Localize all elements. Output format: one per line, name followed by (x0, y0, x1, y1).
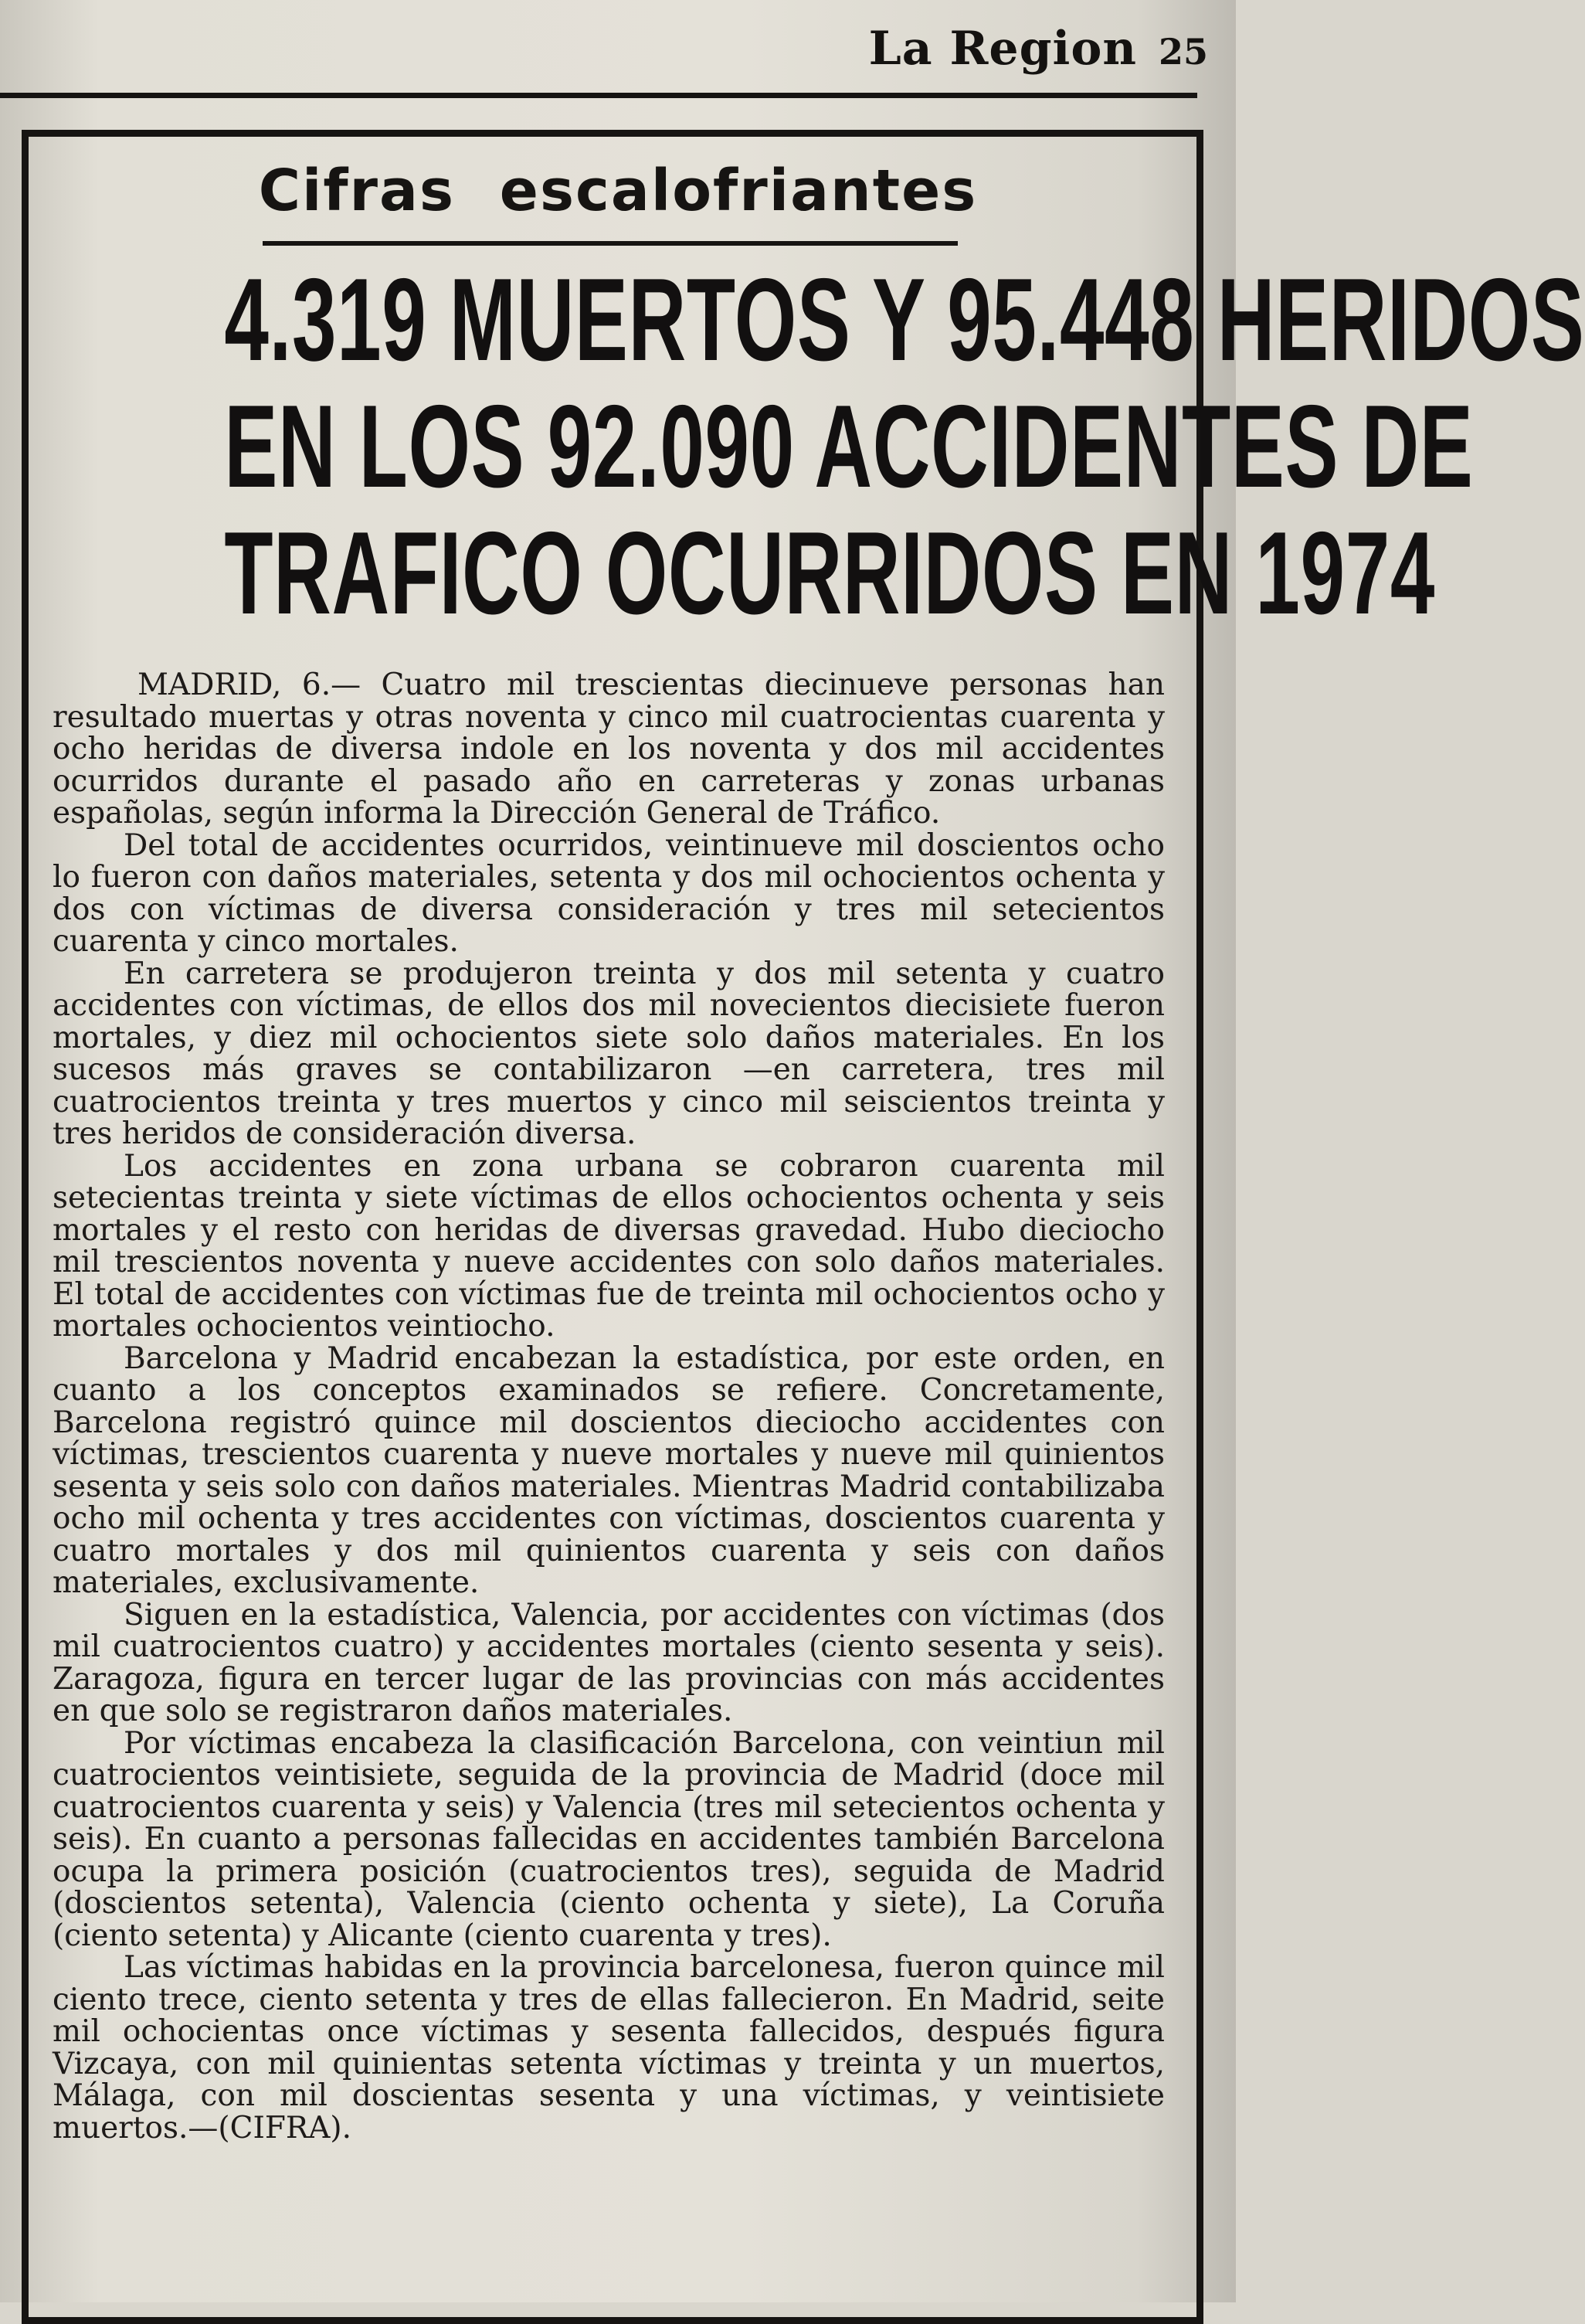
article-paragraph: En carretera se produjeron treinta y dos mil setenta y cuatro accidentes con víctimas, de ellos dos mil novecientos diecisiete fueron mortales, y diez mil ochocientos siete solo daños materiales. En los sucesos más graves se contabilizaron —en carretera, tres mil cuatrocientos treinta y tres muertos y cinco mil seiscientos treinta y tres heridos de consideración diversa. (53, 956, 1165, 1151)
headline-line: TRAFICO OCURRIDOS EN 1974 (224, 508, 1436, 639)
article-paragraph: Del total de accidentes ocurridos, veintinueve mil doscientos ocho lo fueron con daños materiales, setenta y dos mil ochocientos ochenta y dos con víctimas de diversa consideración y tres mil setecientos cuarenta y cinco mortales. (53, 827, 1165, 959)
headline-line: EN LOS 92.090 ACCIDENTES DE (224, 381, 1474, 512)
header-rule (0, 93, 1197, 98)
article-body (53, 669, 1165, 2144)
article-paragraph: MADRID, 6.— Cuatro mil trescientas diecinueve personas han resultado muertas y otras noventa y cinco mil cuatrocientas cuarenta y ocho heridas de diversa indole en los noventa y dos mil accidentes ocurridos durante el pasado año en carreteras y zonas urbanas españolas, según informa la Dirección General de Tráfico. (53, 668, 1165, 831)
kicker-underline (263, 241, 958, 246)
article-paragraph: Siguen en la estadística, Valencia, por accidentes con víctimas (dos mil cuatrocientos cuatro) y accidentes mortales (ciento sesenta y seis). Zaragoza, figura en tercer lugar de las provincias con más accidentes en que solo se registraron daños materiales. (53, 1597, 1165, 1728)
headline-line: 4.319 MUERTOS Y 95.448 HERIDOS (224, 254, 1585, 386)
article-kicker: Cifras escalofriantes (258, 158, 978, 224)
article-headline (46, 254, 1585, 639)
page-number: 25 (1158, 31, 1208, 73)
masthead (869, 22, 1208, 76)
article-paragraph: Barcelona y Madrid encabezan la estadística, por este orden, en cuanto a los conceptos examinados se refiere. Concretamente, Barcelona registró quince mil doscientos dieciocho accidentes con víctimas, trescientos cuarenta y nueve mortales y nueve mil quinientos sesenta y seis solo con daños materiales. Mientras Madrid contabilizaba ocho mil ochenta y tres accidentes con víctimas, doscientos cuarenta y cuatro mortales y dos mil quinientos cuarenta y seis con daños materiales, exclusivamente. (53, 1340, 1165, 1600)
article-paragraph: Los accidentes en zona urbana se cobraron cuarenta mil setecientas treinta y siete víctimas de ellos ochocientos ochenta y seis mortales y el resto con heridas de diversas gravedad. Hubo dieciocho mil trescientos noventa y nueve accidentes con solo daños materiales. El total de accidentes con víctimas fue de treinta mil ochocientos ocho y mortales ochocientos veintiocho. (53, 1148, 1165, 1344)
newspaper-name: La Region (868, 22, 1137, 76)
article-paragraph: Por víctimas encabeza la clasificación Barcelona, con veintiun mil cuatrocientos veintisiete, seguida de la provincia de Madrid (doce mil cuatrocientos cuarenta y seis) y Valencia (tres mil setecientos ochenta y seis). En cuanto a personas fallecidas en accidentes también Barcelona ocupa la primera posición (cuatrocientos tres), seguida de Madrid (doscientos setenta), Valencia (ciento ochenta y siete), La Coruña (ciento setenta) y Alicante (ciento cuarenta y tres). (53, 1725, 1165, 1953)
article-paragraph: Las víctimas habidas en la provincia barcelonesa, fueron quince mil ciento trece, ciento setenta y tres de ellas fallecieron. En Madrid, seite mil ochocientas once víctimas y sesenta fallecidos, después figura Vizcaya, con mil quinientas setenta víctimas y treinta y un muertos, Málaga, con mil doscientas sesenta y una víctimas, y veintisiete muertos.—(CIFRA). (53, 1950, 1165, 2146)
